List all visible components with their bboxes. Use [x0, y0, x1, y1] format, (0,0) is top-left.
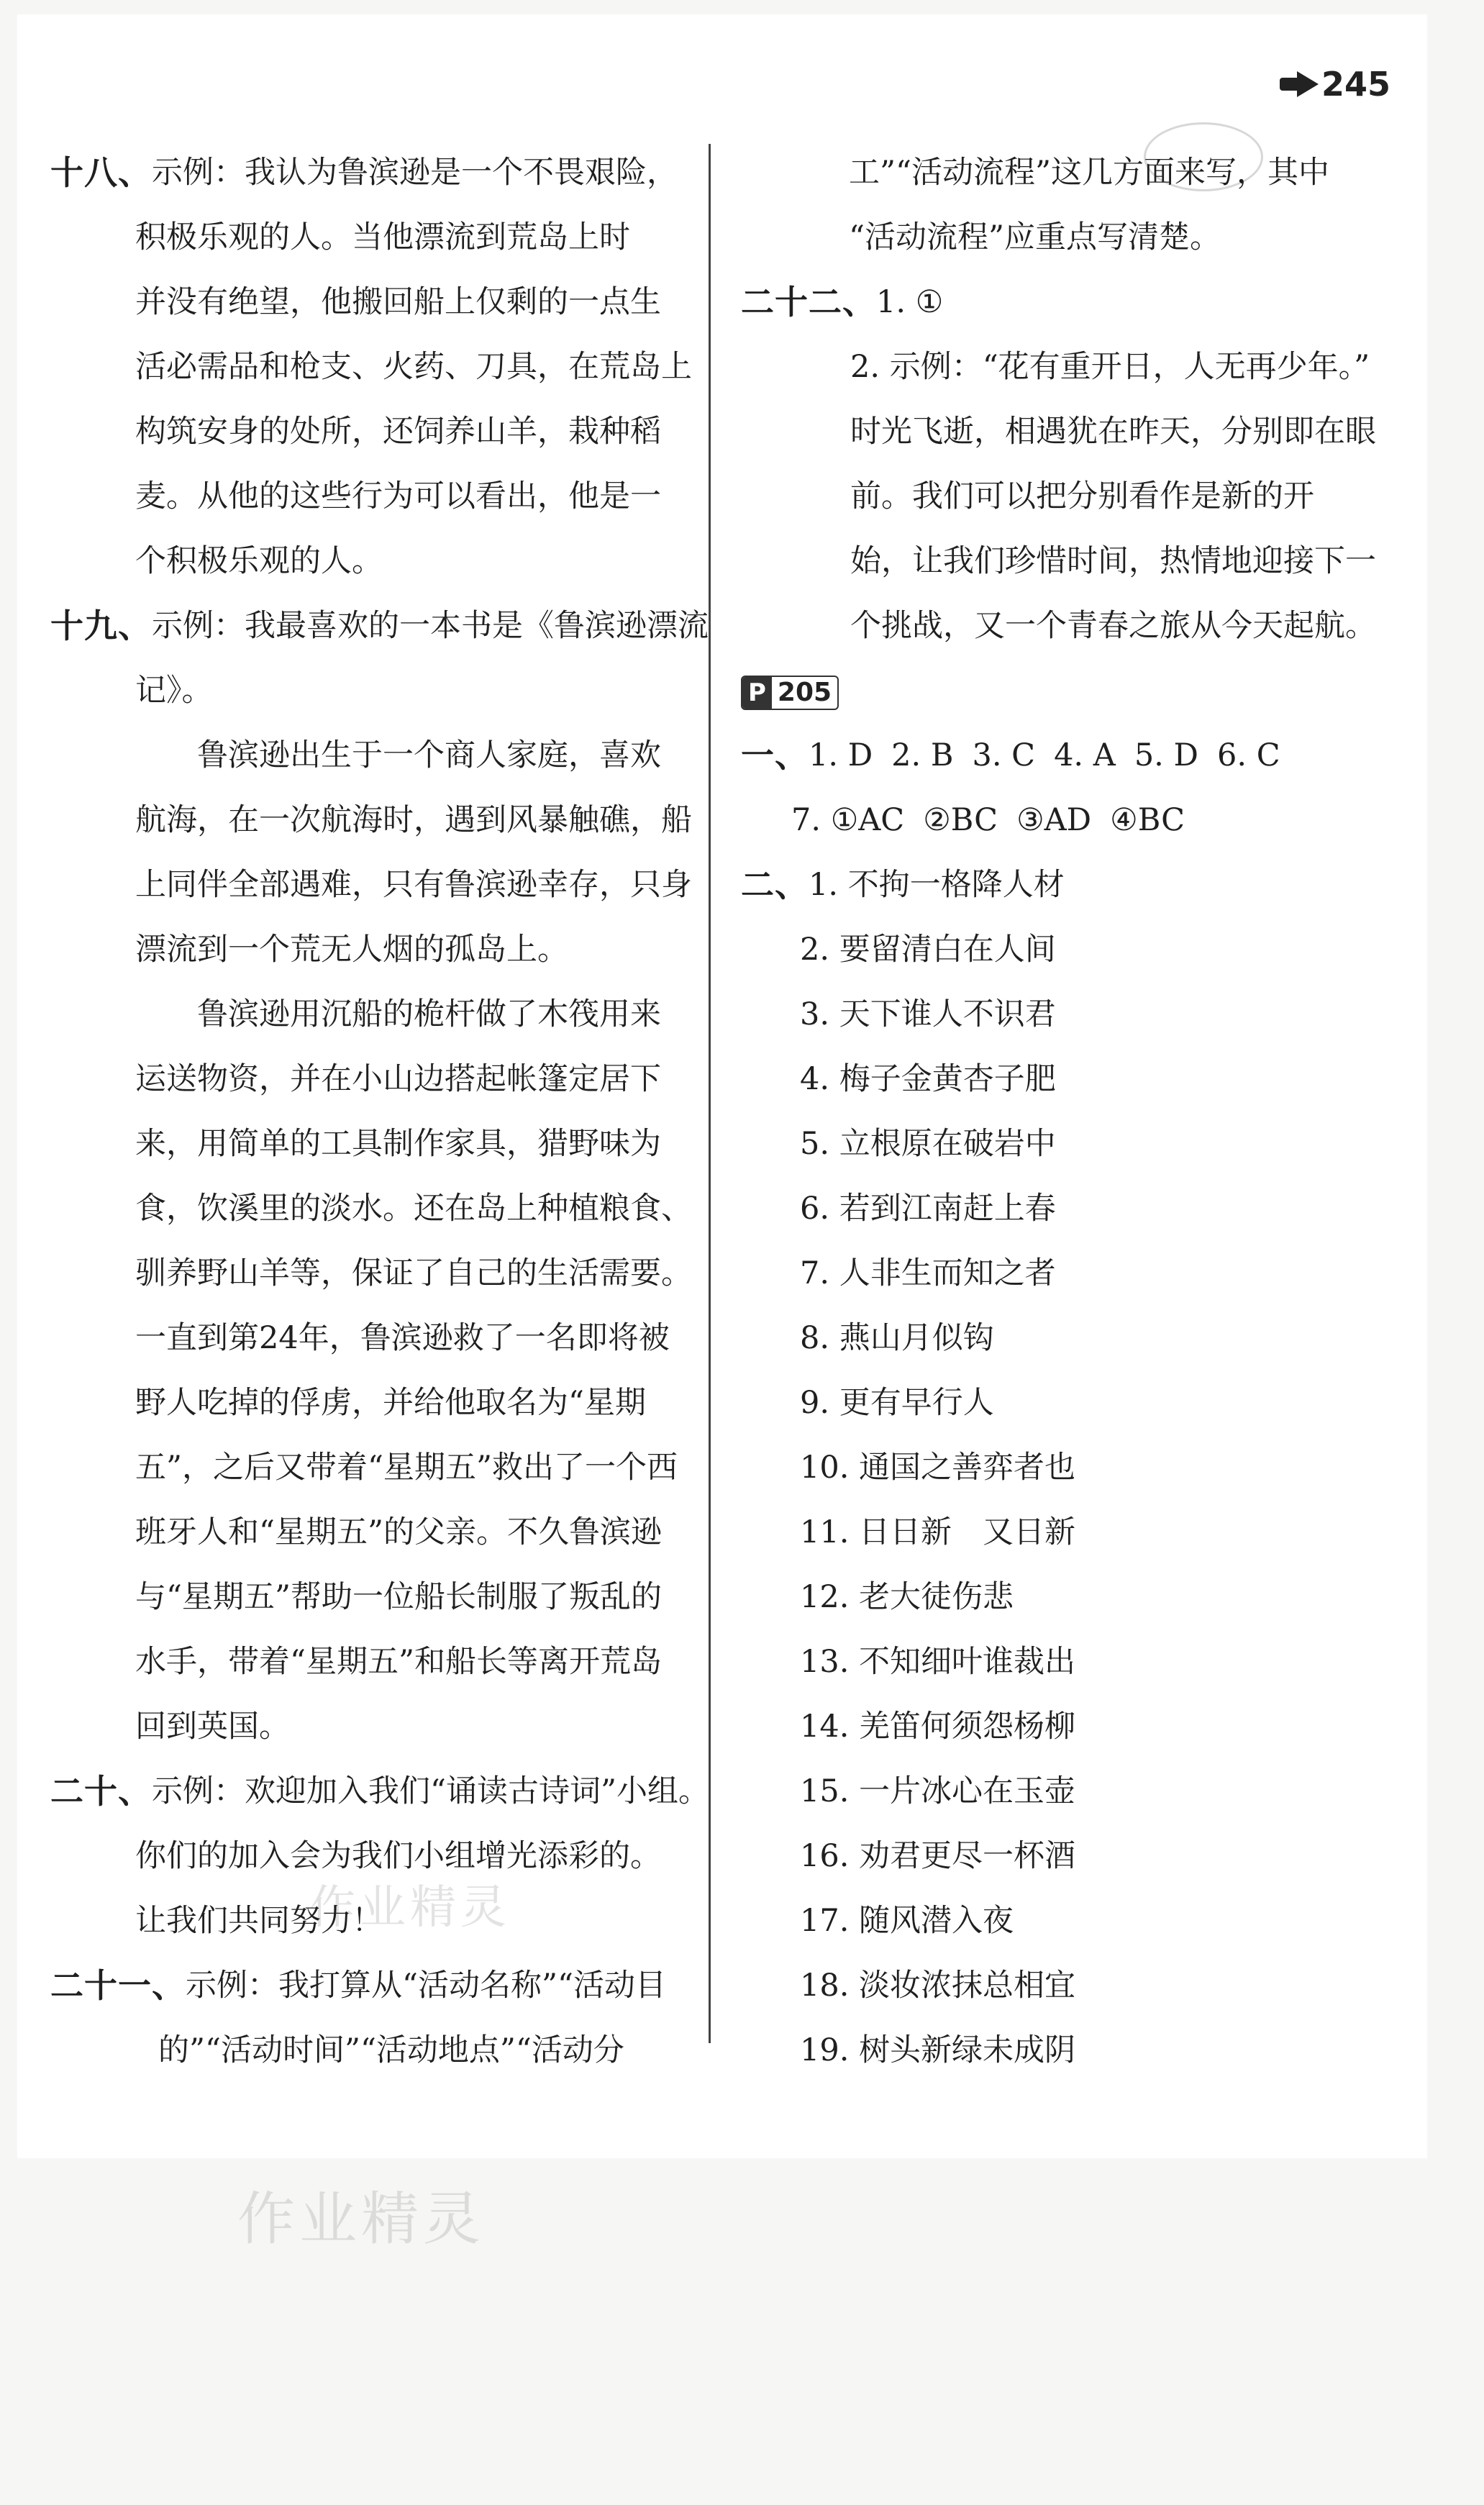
- list-item: 4. 梅子金黄杏子肥: [800, 1061, 1056, 1097]
- answer-text: 示例：我打算从“活动名称”“活动目: [186, 1968, 666, 2004]
- list-item: 14. 羌笛何须怨杨柳: [800, 1709, 1076, 1745]
- answer-continuation: 记》。: [135, 673, 213, 709]
- answer-continuation: 的”“活动时间”“活动地点”“活动分: [158, 2032, 624, 2068]
- paragraph: 鲁滨逊出生于一个商人家庭，喜欢 航海，在一次航海时，遇到风暴触礁，船 上同伴全部遇难，只有鲁滨逊幸存，只身 漂流到一个荒无人烟的孤岛上。: [135, 737, 692, 968]
- list-item: 3. 天下谁人不识君: [800, 996, 1056, 1032]
- question-18: [50, 140, 676, 205]
- page-number: 245: [1281, 65, 1390, 104]
- answer-continuation: 2. 示例：“花有重开日，人无再少年。” 时光飞逝，相遇犹在昨天，分别即在眼 前。我们可以把分别看作是新的开 始，让我们珍惜时间，热情地迎接下一 个挑战，又一个青春之旅从今天起航。: [850, 349, 1376, 644]
- watermark: 作业精灵: [237, 2186, 485, 2252]
- left-column: [50, 140, 709, 2083]
- question-number: 十八、: [50, 153, 152, 192]
- list-item: 5. 立根原在破岩中: [800, 1126, 1056, 1162]
- list-item: 19. 树头新绿未成阴: [800, 2032, 1076, 2068]
- list-item: 13. 不知细叶谁裁出: [800, 1644, 1076, 1680]
- list-item: 12. 老大徒伤悲: [800, 1579, 1014, 1615]
- question-21-continuation: 工”“活动流程”这几方面来写，其中 “活动流程”应重点写清楚。: [849, 155, 1329, 255]
- list-item: 7. 人非生而知之者: [800, 1255, 1056, 1291]
- list-item: 11. 日日新 又日新: [800, 1514, 1076, 1550]
- answer-text: 1. ①: [876, 284, 944, 320]
- watermark: 作业精灵: [309, 1881, 511, 1935]
- answer-text: 示例：欢迎加入我们“诵读古诗词”小组。: [152, 1773, 709, 1809]
- section-2: [741, 853, 1374, 917]
- choice-answers-row2: 7. ①AC ②BC ③AD ④BC: [791, 802, 1185, 838]
- page-reference-badge: P 205: [741, 676, 839, 710]
- question-number: 十九、: [50, 606, 152, 645]
- question-22: [741, 270, 1374, 335]
- question-20: [50, 1759, 709, 1824]
- list-item: 8. 燕山月似钩: [800, 1320, 994, 1356]
- section-number: 二、: [741, 865, 809, 904]
- right-column: [741, 140, 1374, 2083]
- list-item: 2. 要留清白在人间: [800, 932, 1056, 968]
- question-number: 二十二、: [741, 283, 876, 322]
- list-item: 10. 通国之善弈者也: [800, 1450, 1076, 1486]
- section-1: [741, 723, 1374, 788]
- paragraph: 鲁滨逊用沉船的桅杆做了木筏用来 运送物资，并在小山边搭起帐篷定居下 来，用简单的工具制作家具，猎野味为 食，饮溪里的淡水。还在岛上种植粮食、 驯养野山羊等，保证了自己的生活需要。 一直到第24年，鲁滨逊救了一名即将被 野人吃掉的俘虏，并给他取名为“星期 五”，之后又带着“星期五”救出了一个西 班牙人和“星期五”的父亲。不久鲁滨逊 与“星期五”帮助一位船长制服了叛乱的 水手，带着“星期五”和船长等离开荒岛 回到英国。: [135, 996, 692, 1745]
- question-21: [50, 1953, 676, 2018]
- list-item: 18. 淡妆浓抹总相宜: [800, 1968, 1076, 2004]
- question-number: 二十一、: [50, 1966, 186, 2005]
- answer-text: 示例：我认为鲁滨逊是一个不畏艰险，: [152, 155, 678, 191]
- question-19: [50, 594, 709, 658]
- answer-continuation: 你们的加入会为我们小组增光添彩的。 让我们共同努力！: [135, 1838, 661, 1939]
- answer-continuation: 积极乐观的人。当他漂流到荒岛上时 并没有绝望，他搬回船上仅剩的一点生 活必需品和枪支、火药、刀具，在荒岛上 构筑安身的处所，还饲养山羊，栽种稻 麦。从他的这些行为可以看出，他是一 个积极乐观的人。: [135, 219, 692, 579]
- answer-text: 示例：我最喜欢的一本书是《鲁滨逊漂流: [152, 608, 709, 644]
- list-item: 15. 一片冰心在玉壶: [800, 1773, 1076, 1809]
- fill-answer: 1. 不拘一格降人材: [809, 867, 1065, 903]
- column-divider: [709, 144, 711, 2043]
- list-item: 16. 劝君更尽一杯酒: [800, 1838, 1076, 1874]
- section-number: 一、: [741, 736, 809, 775]
- fill-answer-list: [741, 917, 1374, 2083]
- arrow-icon: [1297, 71, 1319, 97]
- question-number: 二十、: [50, 1772, 152, 1811]
- list-item: 6. 若到江南赶上春: [800, 1191, 1056, 1227]
- list-item: 17. 随风潜入夜: [800, 1903, 1014, 1939]
- list-item: 9. 更有早行人: [800, 1385, 994, 1421]
- choice-answers: 1. D 2. B 3. C 4. A 5. D 6. C: [809, 737, 1280, 773]
